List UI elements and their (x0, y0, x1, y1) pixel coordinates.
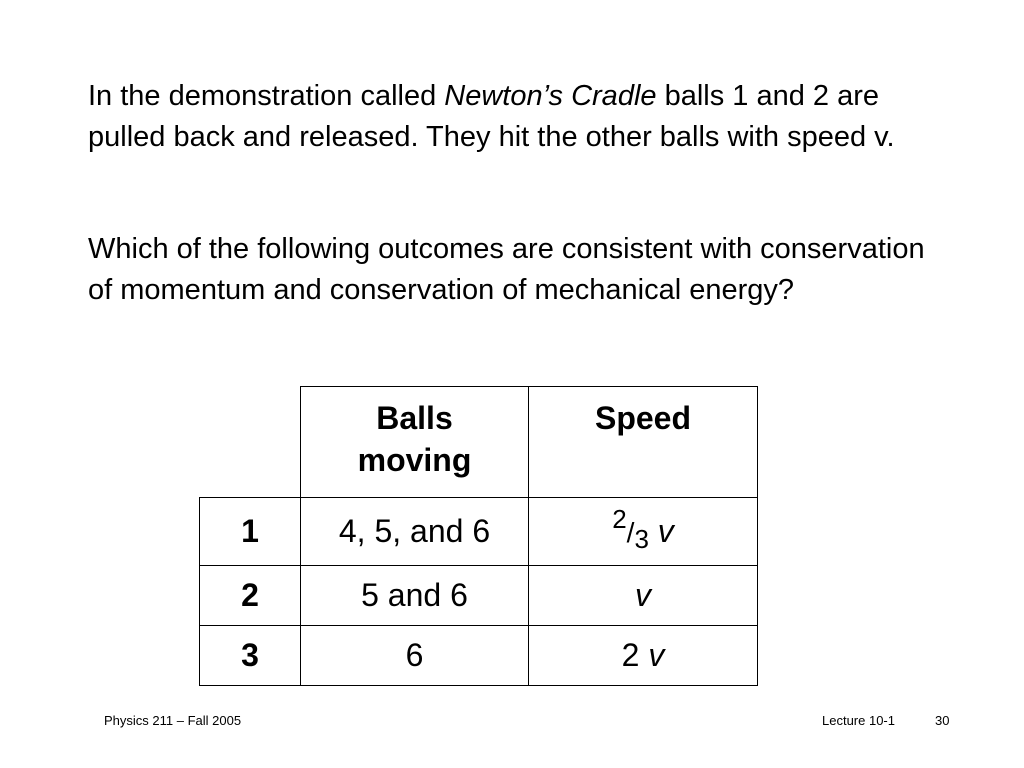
speed-symbol: v (657, 513, 674, 549)
header-blank-cell (200, 387, 301, 498)
balls-moving-cell: 6 (301, 626, 529, 686)
speed-symbol: v (635, 577, 651, 613)
row-number: 1 (200, 498, 301, 566)
table-header-row (200, 387, 758, 498)
speed-cell (529, 626, 758, 686)
balls-moving-cell: 5 and 6 (301, 566, 529, 626)
demo-name: Newton’s Cradle (444, 80, 657, 112)
speed-cell (529, 498, 758, 566)
footer-course: Physics 211 – Fall 2005 (104, 713, 242, 728)
footer-lecture: Lecture 10-1 (822, 713, 895, 728)
table-row (200, 498, 758, 566)
header-speed: Speed (529, 387, 758, 498)
row-number: 3 (200, 626, 301, 686)
fraction-slash: / (626, 517, 635, 548)
balls-moving-cell: 4, 5, and 6 (301, 498, 529, 566)
fraction-numerator: 2 (612, 504, 627, 534)
header-balls-moving (301, 387, 529, 498)
question-prompt: Which of the following outcomes are consistent with conservation of momentum and conservation of mechanical energy? (88, 233, 925, 306)
intro-text-before: In the demonstration called (88, 80, 445, 112)
speed-coefficient: 2 (621, 637, 640, 673)
table-row (200, 566, 758, 626)
header-balls-moving-line1: Balls (376, 400, 453, 436)
intro-text-after: balls 1 and 2 are pulled back and released. They hit the other balls with speed v. (88, 80, 895, 153)
speed-symbol: v (648, 637, 665, 673)
header-balls-moving-line2: moving (357, 442, 472, 478)
footer-page-number: 30 (935, 713, 950, 728)
table-row (200, 626, 758, 686)
question-intro (88, 76, 948, 158)
row-number: 2 (200, 566, 301, 626)
fraction-denominator: 3 (634, 524, 649, 554)
outcomes-table (199, 386, 758, 686)
speed-cell (529, 566, 758, 626)
